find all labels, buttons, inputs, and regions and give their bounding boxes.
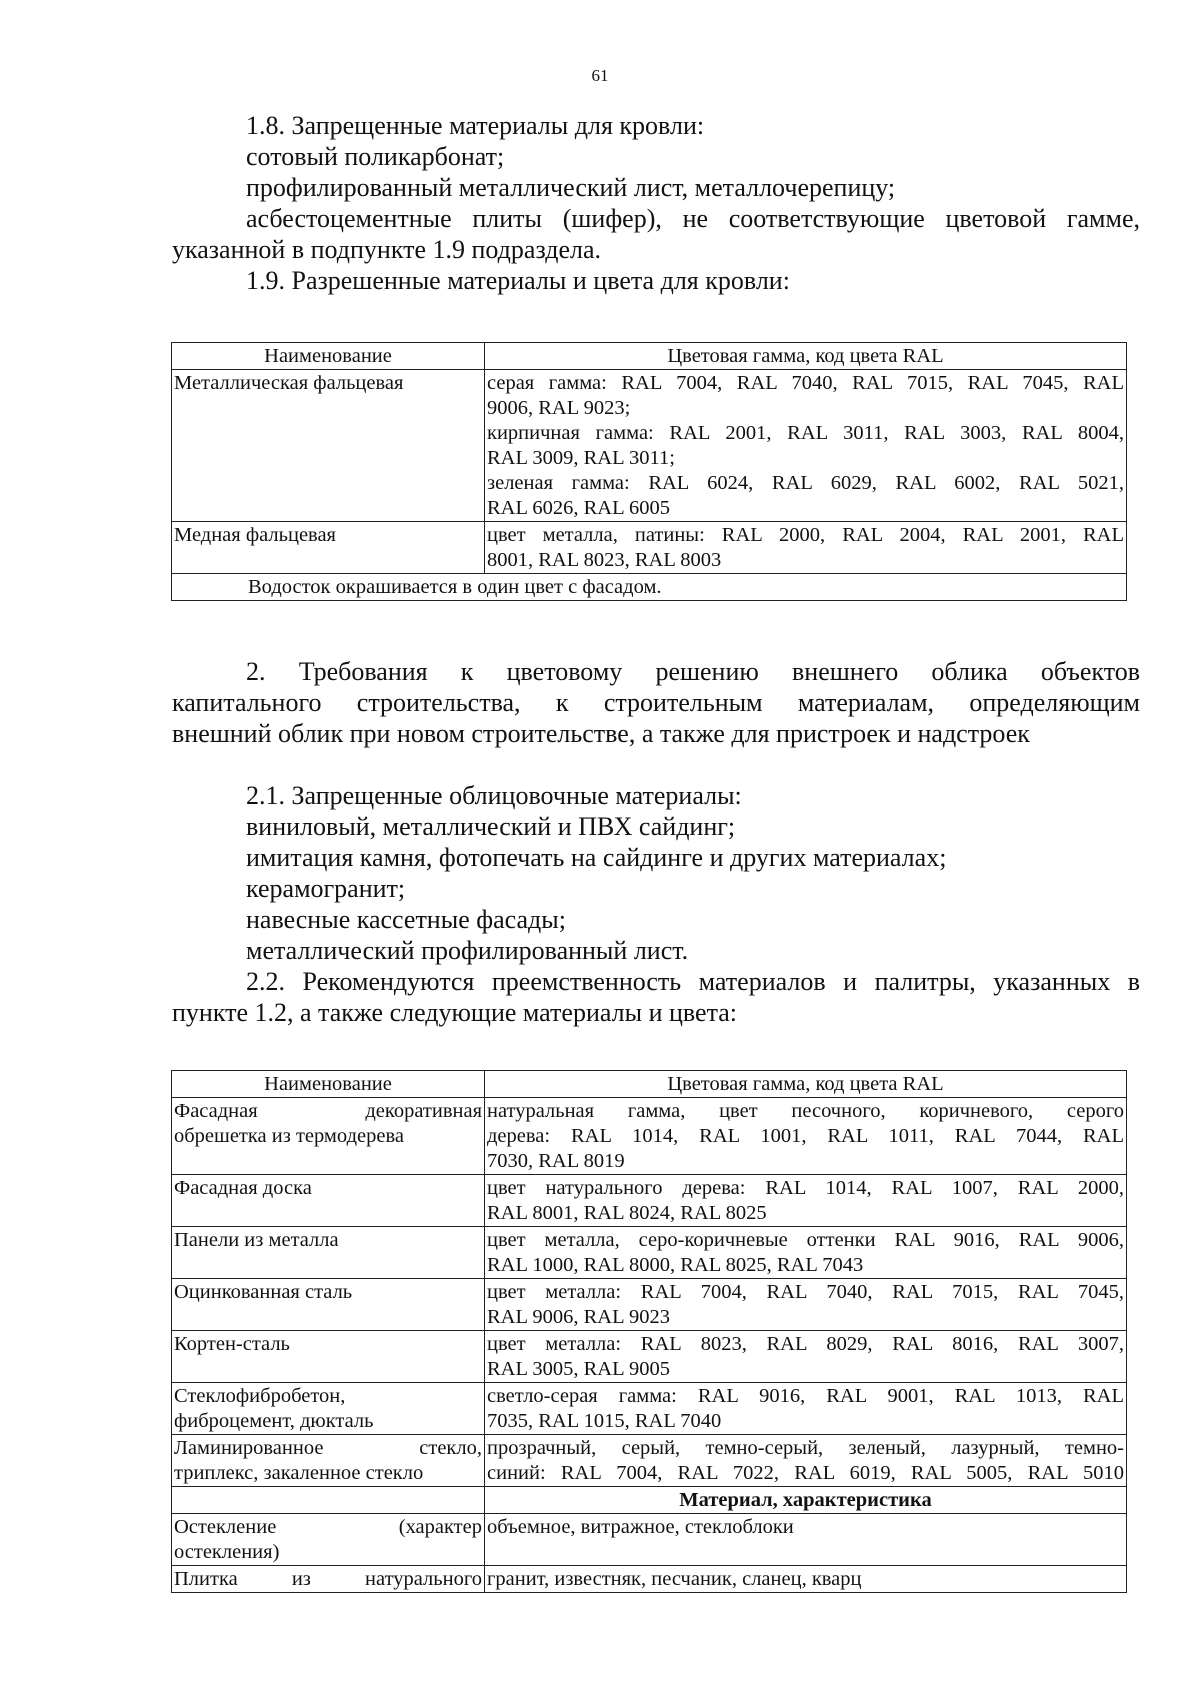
table-footer-row	[172, 574, 1127, 601]
name-line: остекления)	[174, 1541, 280, 1563]
color-line: RAL 9006, RAL 9023	[487, 1306, 670, 1328]
table-row	[172, 1514, 1127, 1566]
roof-forbidden-item: профилированный металлический лист, металлочерепицу;	[246, 173, 896, 202]
facade-forbidden-heading: 2.1. Запрещенные облицовочные материалы:	[246, 781, 742, 810]
color-codes	[485, 1098, 1127, 1175]
color-line: зеленая гамма: RAL 6024, RAL 6029, RAL 6002, RAL 5021,	[487, 472, 1124, 494]
color-line: 7035, RAL 1015, RAL 7040	[487, 1410, 722, 1432]
table-row	[172, 1331, 1127, 1383]
name-line: Ламинированное стекло,	[174, 1437, 482, 1459]
color-codes	[485, 1331, 1127, 1383]
color-line: RAL 3005, RAL 9005	[487, 1358, 670, 1380]
material-name: Кортен-сталь	[172, 1331, 485, 1383]
material-name	[172, 1435, 485, 1487]
color-line: дерева: RAL 1014, RAL 1001, RAL 1011, RAL 7044, RAL	[487, 1125, 1124, 1147]
color-line: натуральная гамма, цвет песочного, коричневого, серого	[487, 1100, 1124, 1122]
name-line: Плитка из натурального	[174, 1568, 482, 1590]
material-name: Медная фальцевая	[172, 522, 485, 574]
color-line: 9006, RAL 9023;	[487, 397, 631, 419]
name-line: триплекс, закаленное стекло	[174, 1462, 424, 1484]
color-line: цвет металла: RAL 7004, RAL 7040, RAL 7015, RAL 7045,	[487, 1281, 1124, 1303]
name-line: обрешетка из термодерева	[174, 1125, 404, 1147]
material-name: Панели из металла	[172, 1227, 485, 1279]
characteristic-value: гранит, известняк, песчаник, сланец, кварц	[485, 1566, 1127, 1593]
facade-recommended-heading: 2.2. Рекомендуются преемственность материалов и палитры, указанных в	[246, 967, 1140, 996]
color-line: 8001, RAL 8023, RAL 8003	[487, 549, 722, 571]
table-row	[172, 1279, 1127, 1331]
material-name	[172, 1566, 485, 1593]
facade-forbidden-item: навесные кассетные фасады;	[246, 905, 566, 934]
color-codes	[485, 1279, 1127, 1331]
color-line: цвет металла, патины: RAL 2000, RAL 2004, RAL 2001, RAL	[487, 524, 1124, 546]
color-line: RAL 6026, RAL 6005	[487, 497, 670, 519]
table-row	[172, 1227, 1127, 1279]
facade-recommended-heading-cont: пункте 1.2, а также следующие материалы и цвета:	[172, 998, 738, 1027]
color-codes	[485, 370, 1127, 522]
color-codes	[485, 1175, 1127, 1227]
color-codes	[485, 1383, 1127, 1435]
name-line: Остекление (характер	[174, 1516, 482, 1538]
color-line: серая гамма: RAL 7004, RAL 7040, RAL 7015, RAL 7045, RAL	[487, 372, 1124, 394]
roof-forbidden-item: асбестоцементные плиты (шифер), не соответствующие цветовой гамме,	[246, 204, 1140, 233]
color-line: кирпичная гамма: RAL 2001, RAL 3011, RAL 3003, RAL 8004,	[487, 422, 1124, 444]
section-heading-line: внешний облик при новом строительстве, а также для пристроек и надстроек	[172, 719, 1030, 748]
table-row	[172, 370, 1127, 522]
material-name	[172, 1098, 485, 1175]
color-line: 7030, RAL 8019	[487, 1150, 625, 1172]
material-name: Оцинкованная сталь	[172, 1279, 485, 1331]
facade-materials-table	[171, 1070, 1127, 1593]
section-2-heading	[172, 656, 1140, 749]
color-line: цвет металла, серо-коричневые оттенки RAL 9016, RAL 9006,	[487, 1229, 1124, 1251]
facade-forbidden-item: металлический профилированный лист.	[246, 936, 689, 965]
characteristic-value: объемное, витражное, стеклоблоки	[485, 1514, 1127, 1566]
header-color: Цветовая гамма, код цвета RAL	[485, 1071, 1127, 1098]
roof-forbidden-item: сотовый поликарбонат;	[246, 142, 505, 171]
name-line: Фасадная декоративная	[174, 1100, 482, 1122]
material-name: Металлическая фальцевая	[172, 370, 485, 522]
table-row	[172, 1175, 1127, 1227]
table-header-row	[172, 1071, 1127, 1098]
color-line: светло-серая гамма: RAL 9016, RAL 9001, RAL 1013, RAL	[487, 1385, 1124, 1407]
color-line: прозрачный, серый, темно-серый, зеленый, лазурный, темно-	[487, 1437, 1124, 1459]
header-name: Наименование	[172, 343, 485, 370]
table-header-row	[172, 343, 1127, 370]
color-codes	[485, 1227, 1127, 1279]
facade-forbidden-section	[172, 780, 1140, 1028]
name-line: фиброцемент, дюкталь	[174, 1410, 374, 1432]
color-codes	[485, 522, 1127, 574]
material-name	[172, 1514, 485, 1566]
gutter-note: Водосток окрашивается в один цвет с фасадом.	[172, 574, 1127, 601]
roof-forbidden-item-cont: указанной в подпункте 1.9 подраздела.	[172, 235, 602, 264]
roof-allowed-heading: 1.9. Разрешенные материалы и цвета для кровли:	[246, 266, 790, 295]
table-row	[172, 1435, 1127, 1487]
roof-forbidden-section	[172, 110, 1140, 296]
color-line: цвет металла: RAL 8023, RAL 8029, RAL 8016, RAL 3007,	[487, 1333, 1124, 1355]
color-line: RAL 1000, RAL 8000, RAL 8025, RAL 7043	[487, 1254, 864, 1276]
name-line: Стеклофибробетон,	[174, 1385, 346, 1407]
material-name	[172, 1383, 485, 1435]
section-heading-line: 2. Требования к цветовому решению внешнего облика объектов	[246, 657, 1140, 686]
header-color: Цветовая гамма, код цвета RAL	[485, 343, 1127, 370]
table-row	[172, 1098, 1127, 1175]
empty-cell	[172, 1487, 485, 1514]
material-name: Фасадная доска	[172, 1175, 485, 1227]
facade-forbidden-item: керамогранит;	[246, 874, 406, 903]
facade-forbidden-item: имитация камня, фотопечать на сайдинге и других материалах;	[246, 843, 947, 872]
color-line: RAL 8001, RAL 8024, RAL 8025	[487, 1202, 767, 1224]
material-characteristic-header: Материал, характеристика	[485, 1487, 1127, 1514]
table-row	[172, 1383, 1127, 1435]
facade-forbidden-item: виниловый, металлический и ПВХ сайдинг;	[246, 812, 736, 841]
section-heading-line: капитального строительства, к строительным материалам, определяющим	[172, 688, 1140, 717]
table-row	[172, 1566, 1127, 1593]
roof-forbidden-heading: 1.8. Запрещенные материалы для кровли:	[246, 111, 705, 140]
color-line: цвет натурального дерева: RAL 1014, RAL 1007, RAL 2000,	[487, 1177, 1124, 1199]
roof-materials-table	[171, 342, 1127, 601]
page-number: 61	[591, 66, 609, 85]
table-subheader-row	[172, 1487, 1127, 1514]
color-codes	[485, 1435, 1127, 1487]
color-line: синий: RAL 7004, RAL 7022, RAL 6019, RAL 5005, RAL 5010	[487, 1462, 1124, 1484]
header-name: Наименование	[172, 1071, 485, 1098]
table-row	[172, 522, 1127, 574]
color-line: RAL 3009, RAL 3011;	[487, 447, 675, 469]
